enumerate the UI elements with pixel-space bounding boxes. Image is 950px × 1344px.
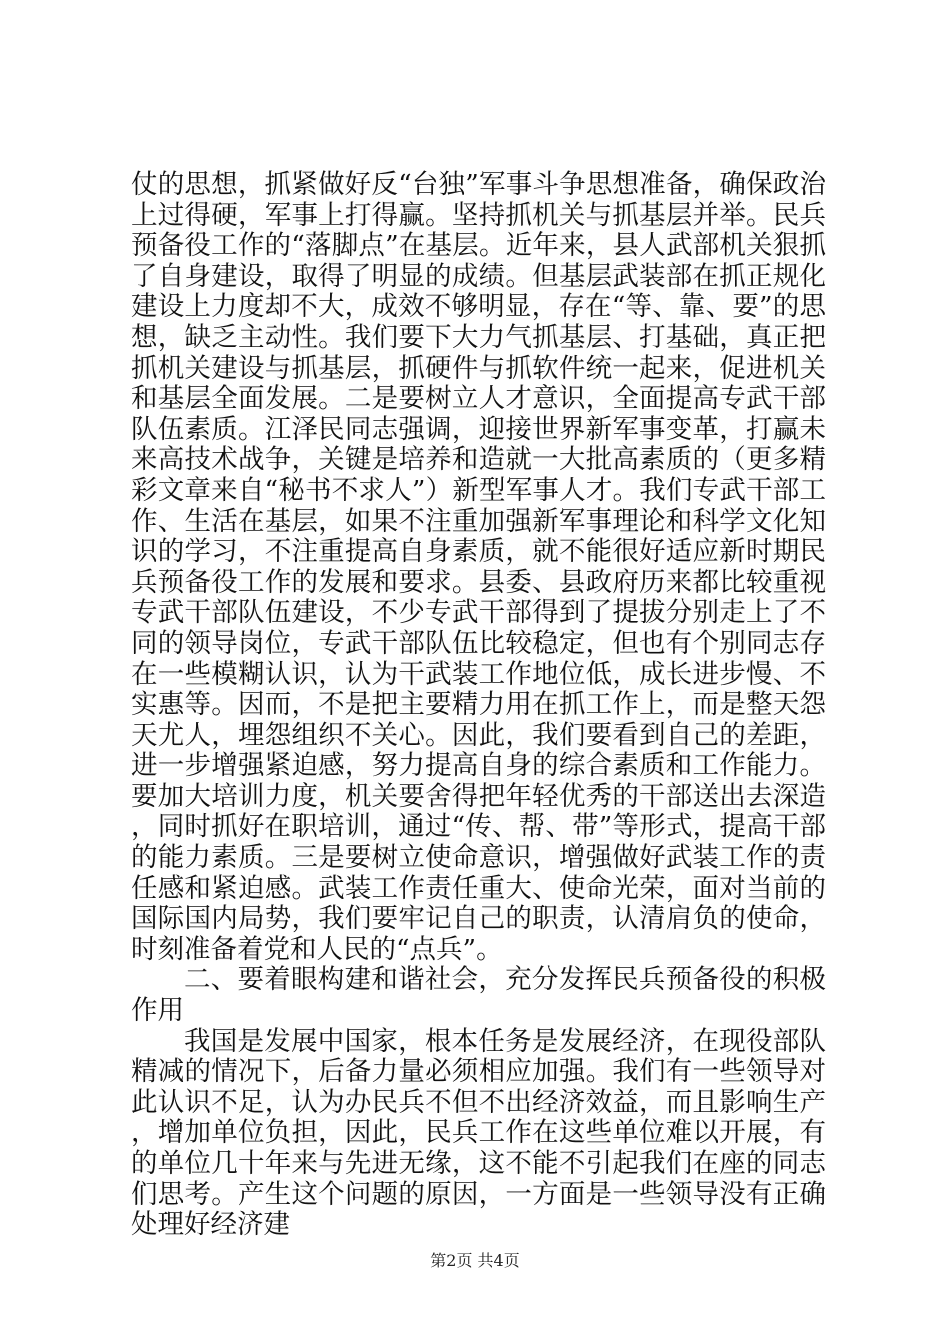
paragraph-continued: 仗的思想，抓紧做好反“台独”军事斗争思想准备，确保政治上过得硬，军事上打得赢。坚持抓机关与抓基层并举。民兵预备役工作的“落脚点”在基层。近年来，县人武部机关狠抓了自身建设，取得了明显的成绩。但基层武装部在抓正规化建设上力度却不大，成效不够明显，存在“等、靠、要”的思想，缺乏主动性。我们要下大力气抓基层、打基础，真正把抓机关建设与抓基层，抓硬件与抓软件统一起来，促进机关和基层全面发展。二是要树立人才意识，全面提高专武干部队伍素质。江泽民同志强调，迎接世界新军事变革，打赢未来高技术战争，关键是培养和造就一大批高素质的（更多精彩文章来自“秘书不求人”）新型军事人才。我们专武干部工作、生活在基层，如果不注重加强新军事理论和科学文化知识的学习，不注重提高自身素质，就不能很好适应新时期民兵预备役工作的发展和要求。县委、县政府历来都比较重视专武干部队伍建设，不少专武干部得到了提拔分别走上了不同的领导岗位，专武干部队伍比较稳定，但也有个别同志存在一些模糊认识，认为干武装工作地位低，成长进步慢、不实惠等。因而，不是把主要精力用在抓工作上，而是整天怨天尤人，埋怨组织不关心。因此，我们要看到自己的差距，进一步增强紧迫感，努力提高自身的综合素质和工作能力。要加大培训力度，机关要舍得把年轻优秀的干部送出去深造，同时抓好在职培训，通过“传、帮、带”等形式，提高干部的能力素质。三是要树立使命意识，增强做好武装工作的责任感和紧迫感。武装工作责任重大、使命光荣，面对当前的国际国内局势，我们要牢记自己的职责，认清肩负的使命，时刻准备着党和人民的“点兵”。 — [131, 169, 826, 965]
document-body — [131, 170, 826, 1241]
paragraph: 我国是发展中国家，根本任务是发展经济，在现役部队精减的情况下，后备力量必须相应加强。我们有一些领导对此认识不足，认为办民兵不但不出经济效益，而且影响生产，增加单位负担，因此，民兵工作在这些单位难以开展，有的单位几十年来与先进无缘，这不能不引起我们在座的同志们思考。产生这个问题的原因，一方面是一些领导没有正确处理好经济建 — [131, 1025, 826, 1241]
page-number-footer: 第2页 共4页 — [430, 1251, 520, 1270]
section-heading: 二、要着眼构建和谐社会，充分发挥民兵预备役的积极作用 — [131, 964, 826, 1027]
